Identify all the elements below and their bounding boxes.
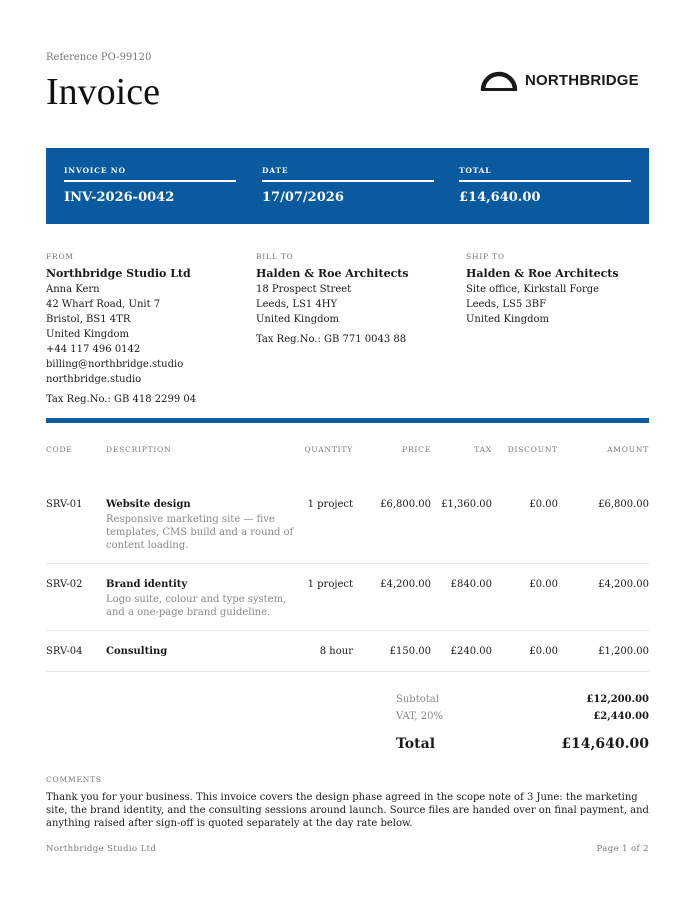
row-quantity: 8 hour <box>319 646 353 657</box>
invoice-date-value: 17/07/2026 <box>262 190 344 205</box>
row-amount: £6,800.00 <box>598 499 649 510</box>
bill-to-address <box>256 252 446 347</box>
row-code: SRV-01 <box>46 499 83 510</box>
from-country: United Kingdom <box>46 329 129 340</box>
col-header-amount: AMOUNT <box>607 445 649 454</box>
row-price: £6,800.00 <box>380 499 431 510</box>
row-tax: £240.00 <box>450 646 492 657</box>
row-detail: Logo suite, colour and type system, and a one-page brand guideline. <box>106 594 287 618</box>
col-header-discount: DISCOUNT <box>507 445 558 454</box>
ship-to-site: Site office, Kirkstall Forge <box>466 284 600 295</box>
from-website: northbridge.studio <box>46 374 142 385</box>
from-address <box>46 252 236 407</box>
table-row <box>46 637 649 672</box>
row-price: £150.00 <box>389 646 431 657</box>
ship-to-label: SHIP TO <box>466 252 505 261</box>
page-number: Page 1 of 2 <box>596 844 649 854</box>
row-detail: Responsive marketing site — five templates, CMS build and a round of content loading. <box>106 514 294 551</box>
table-row <box>46 570 649 631</box>
comments-text: Thank you for your business. This invoice covers the design phase agreed in the scope note of 3 June: the marketing site, the brand identity, and the consulting sessions around launch. Source files are handed over on final payment, and anything raised after sign-off is quoted separately at the day rate below. <box>46 792 649 829</box>
comments-label: COMMENTS <box>46 775 102 784</box>
bill-to-country: United Kingdom <box>256 314 339 325</box>
invoice-number-block <box>64 166 236 205</box>
bill-to-city: Leeds, LS1 4HY <box>256 299 338 310</box>
ship-to-address <box>466 252 656 327</box>
row-price: £4,200.00 <box>380 579 431 590</box>
col-header-price: PRICE <box>402 445 431 454</box>
row-amount: £1,200.00 <box>598 646 649 657</box>
bill-to-tax-reg: Tax Reg.No.: GB 771 0043 88 <box>256 334 407 345</box>
vat-value: £2,440.00 <box>593 711 649 722</box>
from-email: billing@northbridge.studio <box>46 359 184 370</box>
row-tax: £840.00 <box>450 579 492 590</box>
row-discount: £0.00 <box>529 499 558 510</box>
row-title: Consulting <box>106 646 168 657</box>
bill-to-name: Halden & Roe Architects <box>256 267 409 280</box>
brand-logo <box>480 68 639 92</box>
vat-label: VAT, 20% <box>396 711 444 722</box>
invoice-date-block <box>262 166 434 205</box>
invoice-summary-band <box>46 148 649 224</box>
reference-number: Reference PO-99120 <box>46 52 152 63</box>
col-header-quantity: QUANTITY <box>304 445 353 454</box>
row-quantity: 1 project <box>307 499 353 510</box>
from-tax-reg: Tax Reg.No.: GB 418 2299 04 <box>46 394 197 405</box>
row-description <box>106 646 167 657</box>
from-name: Northbridge Studio Ltd <box>46 267 191 280</box>
row-code: SRV-04 <box>46 646 83 657</box>
from-label: FROM <box>46 252 74 261</box>
row-code: SRV-02 <box>46 579 83 590</box>
from-street: 42 Wharf Road, Unit 7 <box>46 299 161 310</box>
from-city: Bristol, BS1 4TR <box>46 314 131 325</box>
invoice-number-value: INV-2026-0042 <box>64 190 175 205</box>
ship-to-city: Leeds, LS5 3BF <box>466 299 547 310</box>
col-header-code: CODE <box>46 445 73 454</box>
brand-name: NORTHBRIDGE <box>525 71 639 89</box>
bill-to-street: 18 Prospect Street <box>256 284 352 295</box>
page-title: Invoice <box>46 71 160 113</box>
footer-company: Northbridge Studio Ltd <box>46 844 157 854</box>
invoice-number-label: INVOICE NO <box>64 166 236 182</box>
row-description <box>106 579 296 619</box>
arch-logo-icon <box>480 68 518 92</box>
from-phone: +44 117 496 0142 <box>46 344 141 355</box>
invoice-total-value: £14,640.00 <box>459 190 541 205</box>
subtotal-value: £12,200.00 <box>586 694 649 705</box>
table-row <box>46 490 649 564</box>
bill-to-label: BILL TO <box>256 252 294 261</box>
from-contact: Anna Kern <box>46 284 100 295</box>
invoice-total-block <box>459 166 631 205</box>
grand-total-label: Total <box>396 736 436 752</box>
col-header-tax: TAX <box>474 445 492 454</box>
row-description <box>106 499 296 552</box>
col-header-description: DESCRIPTION <box>106 445 172 454</box>
row-title: Brand identity <box>106 579 188 590</box>
row-amount: £4,200.00 <box>598 579 649 590</box>
row-tax: £1,360.00 <box>441 499 492 510</box>
section-divider <box>46 418 649 423</box>
ship-to-name: Halden & Roe Architects <box>466 267 619 280</box>
invoice-total-label: TOTAL <box>459 166 631 182</box>
grand-total-value: £14,640.00 <box>561 736 649 752</box>
row-quantity: 1 project <box>307 579 353 590</box>
invoice-date-label: DATE <box>262 166 434 182</box>
subtotal-label: Subtotal <box>396 694 439 705</box>
row-discount: £0.00 <box>529 646 558 657</box>
ship-to-country: United Kingdom <box>466 314 549 325</box>
row-discount: £0.00 <box>529 579 558 590</box>
row-title: Website design <box>106 499 191 510</box>
